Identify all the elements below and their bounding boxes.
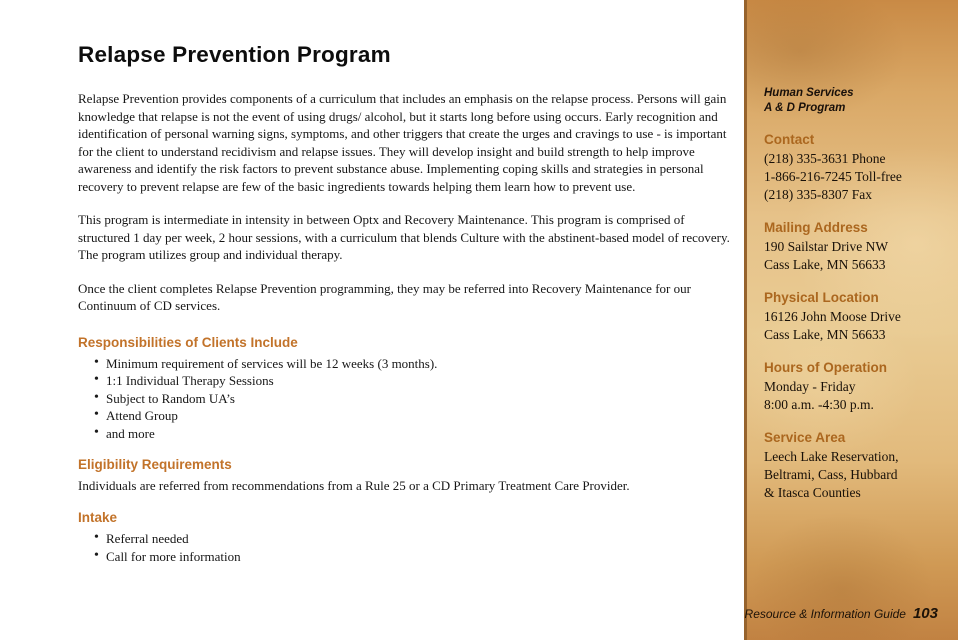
section-intake <box>78 510 730 565</box>
sidebar-section-service-area <box>764 430 950 502</box>
sidebar-section-mailing-address <box>764 220 950 274</box>
sidebar-section-contact <box>764 132 950 204</box>
responsibilities-list <box>78 355 730 443</box>
list-item: • Referral needed <box>106 530 730 548</box>
list-item: • Minimum requirement of services will be 12 weeks (3 months). <box>106 355 730 373</box>
sidebar-heading: Service Area <box>764 430 846 445</box>
program-label-line: A & D Program <box>764 102 846 114</box>
fax-number: (218) 335-8307 Fax <box>764 187 872 202</box>
hours-days: Monday - Friday <box>764 379 856 394</box>
sidebar-section-hours <box>764 360 950 414</box>
address-line: 190 Sailstar Drive NW <box>764 239 889 254</box>
list-item: • and more <box>106 425 730 443</box>
list-item: • Subject to Random UA’s <box>106 390 730 408</box>
service-area-line: & Itasca Counties <box>764 485 861 500</box>
program-label <box>764 86 950 116</box>
program-intensity-paragraph: This program is intermediate in intensity in between Optx and Recovery Maintenance. This program is comprised of structured 1 day per week, 2 hour sessions, with a curriculum that blends Culture with the abstinent-based model of recovery. The program utilizes group and individual therapy. <box>78 212 730 262</box>
guide-title: Resource & Information Guide <box>744 607 906 621</box>
list-item: • Attend Group <box>106 407 730 425</box>
main-content <box>78 0 730 565</box>
page-footer <box>745 605 938 623</box>
list-item: • Call for more information <box>106 548 730 566</box>
service-area-line: Leech Lake Reservation, <box>764 449 899 464</box>
sidebar-section-physical-location <box>764 290 950 344</box>
section-eligibility <box>78 457 730 495</box>
page-title: Relapse Prevention Program <box>78 42 391 67</box>
section-heading: Intake <box>78 509 118 525</box>
eligibility-text: Individuals are referred from recommendations from a Rule 25 or a CD Primary Treatment Care Provider. <box>78 478 630 494</box>
sidebar-heading: Mailing Address <box>764 220 868 235</box>
intake-list <box>78 530 730 565</box>
section-heading: Eligibility Requirements <box>78 457 232 473</box>
tollfree-number: 1-866-216-7245 Toll-free <box>764 169 902 184</box>
page-number: 103 <box>912 605 938 622</box>
sidebar-heading: Contact <box>764 132 815 147</box>
service-area-line: Beltrami, Cass, Hubbard <box>764 467 898 482</box>
section-responsibilities <box>78 335 730 443</box>
sidebar-heading: Physical Location <box>764 290 879 305</box>
address-line: Cass Lake, MN 56633 <box>764 327 886 342</box>
intro-paragraph: Relapse Prevention provides components of a curriculum that includes an emphasis on the relapse process. Persons will gain knowledge that relapse is not the event of using drugs/ alcohol, but it starts long before using occurs. Early recognition and identification of personal warning signs, symptoms, and other triggers that create the urges and cravings to use - is important for the client to understand recidivism and relapse issues. They will develop insight and build strength to help improve awareness and identify the risk factors to prevent substance abuse. Implementing coping skills and strategies in personal recovery to prevent relapse are few of the basic ingredients towards helping them learn how to prevent use. <box>78 91 727 194</box>
list-item: • 1:1 Individual Therapy Sessions <box>106 372 730 390</box>
info-sidebar <box>744 0 958 640</box>
hours-times: 8:00 a.m. -4:30 p.m. <box>764 397 874 412</box>
phone-number: (218) 335-3631 Phone <box>764 151 886 166</box>
section-heading: Responsibilities of Clients Include <box>78 334 298 350</box>
program-label-line: Human Services <box>764 87 854 99</box>
referral-paragraph: Once the client completes Relapse Prevention programming, they may be referred into Recovery Maintenance for our Continuum of CD services. <box>78 280 691 313</box>
address-line: 16126 John Moose Drive <box>764 309 901 324</box>
sidebar-heading: Hours of Operation <box>764 360 888 375</box>
address-line: Cass Lake, MN 56633 <box>764 257 886 272</box>
